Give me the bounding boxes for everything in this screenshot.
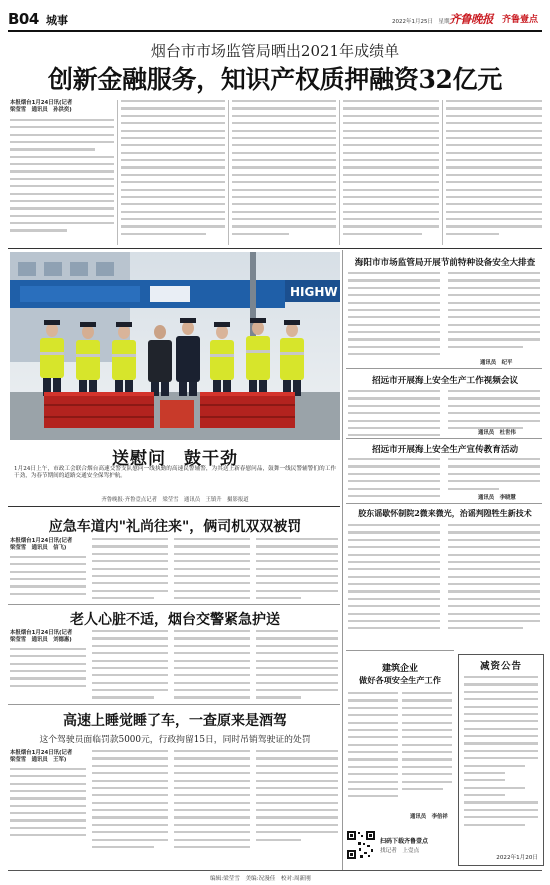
section-name: 城事	[46, 14, 68, 27]
right-story-a-credit: 通讯员 纪平	[480, 360, 513, 366]
right-story-d-col-1	[348, 524, 440, 642]
right-story-b-col-1	[348, 390, 440, 440]
story4-byline-line2: 梁莹雪 通讯员 王军)	[10, 757, 67, 764]
photo-caption-title: 送慰问 鼓干劲	[112, 449, 238, 469]
capital-reduction-notice	[458, 654, 544, 866]
story2-column-1	[10, 538, 86, 600]
column-divider	[228, 100, 229, 245]
column-divider	[339, 100, 340, 245]
lead-body-text	[10, 119, 114, 232]
story4-byline-line1: 本报烟台1月24日讯(记者	[10, 750, 73, 756]
news-photo	[10, 252, 340, 440]
section-rule	[8, 248, 542, 249]
page-number: B04	[8, 10, 39, 28]
story4-column-2	[92, 750, 168, 854]
notice-body	[459, 672, 543, 826]
story3-headline: 老人心脏不适，烟台交警紧急护送	[70, 612, 280, 628]
right-story-e-title-line2: 做好各项安全生产工作	[359, 675, 441, 685]
notice-date: 2022年1月20日	[496, 855, 538, 861]
header-rule	[8, 30, 542, 32]
story4-column-4	[256, 750, 338, 854]
right-story-c-headline: 招远市开展海上安全生产宣传教育活动	[371, 445, 519, 455]
lead-kicker: 烟台市市场监管局晒出2021年成绩单	[150, 42, 400, 60]
story3-byline-line1: 本报烟台1月24日讯(记者	[10, 630, 73, 636]
issue-date: 2022年1月25日 星期二	[392, 19, 455, 25]
story3-column-1	[10, 630, 86, 698]
story4-subhead: 这个驾驶员面临罚款5000元，行政拘留15日，同时吊销驾驶证的处罚	[39, 735, 311, 745]
right-column-divider	[342, 250, 343, 870]
section-rule	[8, 506, 340, 507]
section-rule	[346, 650, 454, 651]
column-divider	[117, 100, 118, 245]
story3-byline-line2: 梁莹雪 通讯员 刘德惠)	[10, 637, 72, 644]
highway-sign-text: HIGHW	[290, 285, 338, 299]
story2-headline: 应急车道内"礼尚往来"，俩司机双双被罚	[48, 519, 302, 535]
photo-police-group	[10, 252, 340, 440]
qr-block	[346, 826, 454, 866]
right-story-e-col-2	[402, 692, 452, 810]
lead-column-2	[121, 100, 225, 250]
right-story-c-credit: 通讯员 李晓慧	[478, 495, 516, 501]
story2-byline-line1: 本报烟台1月24日讯(记者	[10, 538, 73, 544]
section-rule	[8, 604, 340, 605]
section-rule	[8, 704, 340, 705]
column-divider	[442, 100, 443, 245]
story2-column-2	[92, 538, 168, 600]
lead-byline-line2: 梁莹雪 通讯员 孙洪奕)	[10, 107, 72, 114]
right-story-e-credit: 通讯员 李倍祥	[410, 814, 448, 820]
lead-column-3	[232, 100, 336, 250]
story4-column-1	[10, 750, 86, 854]
lead-column-1	[10, 100, 114, 250]
lead-byline-line1: 本报烟台1月24日讯(记者	[10, 100, 73, 106]
notice-title: 减资公告	[479, 661, 522, 672]
right-story-d-col-2	[448, 524, 540, 642]
right-story-a-headline: 海阳市市场监管局开展节前特种设备安全大排查	[354, 258, 536, 268]
story2-column-4	[256, 538, 338, 600]
story3-column-3	[174, 630, 250, 698]
photo-caption-body: 1月24日上午，市政工会联合烟台高速交警支队慰问一线执勤的高速民警辅警，为其送上新春慰问品，鼓舞一线民警辅警们的工作干劲，为春节期间的道路交通安全保驾护航。	[14, 466, 336, 480]
right-story-b-headline: 招远市开展海上安全生产工作视频会议	[371, 376, 519, 386]
right-story-d-headline: 胶东谣歇怀制院2微来微光，治谣判隍牲生新技术	[358, 508, 532, 518]
story3-column-4	[256, 630, 338, 698]
masthead-logo: 齐鲁晚报	[449, 12, 493, 26]
footer-credits: 编辑:梁莹雪 美编:况漫佳 校对:周新刚	[210, 876, 311, 882]
story2-column-3	[174, 538, 250, 600]
lead-column-4	[343, 100, 439, 250]
story2-byline-line2: 梁莹雪 通讯员 信飞)	[10, 545, 67, 552]
right-story-c-col-1	[348, 458, 440, 502]
footer-rule	[8, 870, 542, 871]
right-story-e-col-1	[348, 692, 398, 810]
story4-column-3	[174, 750, 250, 854]
section-rule	[346, 368, 542, 369]
qr-caption-line1: 扫码下载齐鲁壹点	[380, 838, 429, 845]
story3-column-2	[92, 630, 168, 698]
right-story-a-col-1	[348, 272, 440, 364]
lead-headline: 创新金融服务，知识产权质押融资32亿元	[47, 65, 503, 94]
masthead-sub-logo: 齐鲁壹点	[502, 15, 539, 25]
qr-caption-line2: 找记者 上壹点	[380, 848, 420, 854]
right-story-b-credit: 通讯员 杜世伟	[478, 430, 516, 436]
story4-headline: 高速上睡觉睡了车，一查原来是酒驾	[63, 713, 287, 729]
section-rule	[346, 503, 542, 504]
page-header	[0, 0, 550, 32]
qr-code-icon	[346, 830, 376, 860]
photo-credit: 齐鲁晚报·齐鲁壹点记者 梁莹雪 通讯员 王镇升 摄影报道	[101, 497, 249, 503]
right-story-e-title-line1: 建筑企业	[381, 664, 418, 674]
section-rule	[346, 438, 542, 439]
right-story-a-col-2	[448, 272, 540, 364]
lead-column-5	[446, 100, 542, 250]
